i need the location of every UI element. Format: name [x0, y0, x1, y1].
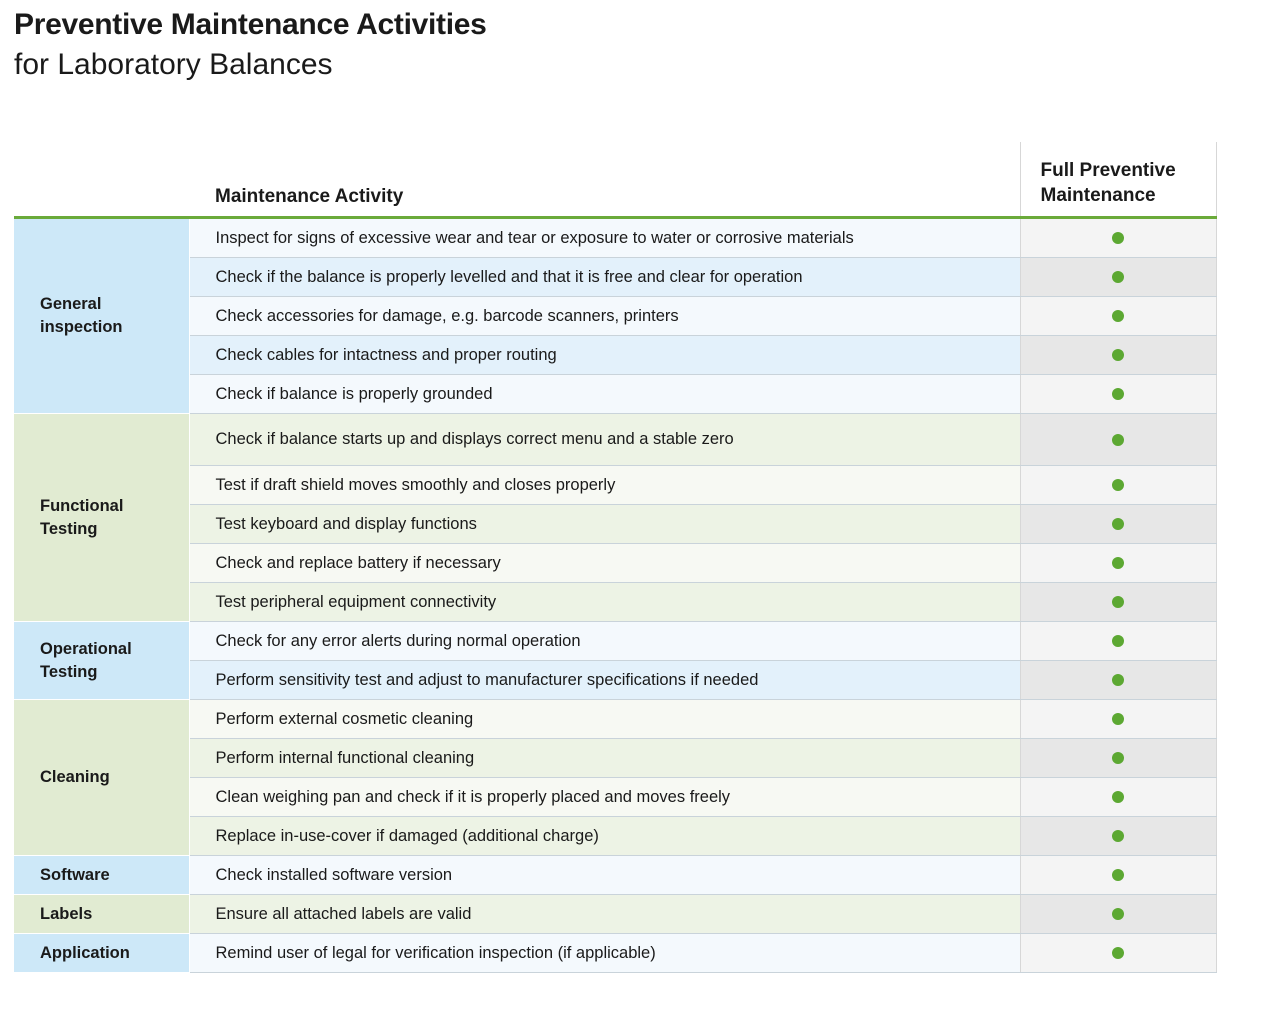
table-row — [14, 622, 1216, 661]
category-label-line2: inspection — [40, 318, 123, 336]
activity-cell: Check and replace battery if necessary — [189, 544, 1020, 583]
category-cell — [14, 700, 189, 856]
page-title: Preventive Maintenance Activities — [14, 8, 487, 41]
included-dot-icon — [1112, 518, 1124, 530]
table-row — [14, 414, 1216, 466]
full-maintenance-cell — [1020, 700, 1216, 739]
table-row — [14, 218, 1216, 258]
included-dot-icon — [1112, 635, 1124, 647]
full-maintenance-cell — [1020, 218, 1216, 258]
table-row — [14, 895, 1216, 934]
activity-cell: Ensure all attached labels are valid — [189, 895, 1020, 934]
included-dot-icon — [1112, 310, 1124, 322]
maintenance-table — [14, 142, 1217, 973]
activity-cell: Inspect for signs of excessive wear and tear or exposure to water or corrosive materials — [189, 218, 1020, 258]
category-label-line1: Labels — [40, 904, 93, 923]
included-dot-icon — [1112, 869, 1124, 881]
category-label-line1: Functional — [40, 496, 124, 515]
table-row — [14, 817, 1216, 856]
activity-cell: Test if draft shield moves smoothly and closes properly — [189, 466, 1020, 505]
full-maintenance-cell — [1020, 895, 1216, 934]
header-full-preventive — [1020, 142, 1216, 218]
category-label-line1: Cleaning — [40, 768, 110, 786]
category-cell — [14, 856, 189, 895]
category-cell — [14, 414, 189, 622]
table-row — [14, 856, 1216, 895]
included-dot-icon — [1112, 791, 1124, 803]
activity-cell: Check if balance starts up and displays correct menu and a stable zero — [189, 414, 1020, 466]
full-maintenance-cell — [1020, 414, 1216, 466]
full-maintenance-cell — [1020, 544, 1216, 583]
activity-cell: Check if the balance is properly levelled and that it is free and clear for operation — [189, 258, 1020, 297]
table-row — [14, 778, 1216, 817]
category-cell — [14, 622, 189, 700]
activity-cell: Check for any error alerts during normal operation — [189, 622, 1020, 661]
included-dot-icon — [1112, 947, 1124, 959]
full-maintenance-cell — [1020, 505, 1216, 544]
included-dot-icon — [1112, 271, 1124, 283]
full-maintenance-cell — [1020, 817, 1216, 856]
table-row — [14, 466, 1216, 505]
category-cell — [14, 895, 189, 934]
included-dot-icon — [1112, 434, 1124, 446]
table-row — [14, 583, 1216, 622]
table-row — [14, 375, 1216, 414]
category-cell — [14, 934, 189, 973]
included-dot-icon — [1112, 674, 1124, 686]
table-body — [14, 218, 1216, 973]
header-category — [14, 142, 189, 218]
activity-cell: Test keyboard and display functions — [189, 505, 1020, 544]
activity-cell: Perform sensitivity test and adjust to manufacturer specifications if needed — [189, 661, 1020, 700]
table-row — [14, 739, 1216, 778]
category-label-line1: Software — [40, 865, 110, 884]
activity-cell: Replace in-use-cover if damaged (additional charge) — [189, 817, 1020, 856]
table-header — [14, 142, 1216, 218]
table-row — [14, 258, 1216, 297]
included-dot-icon — [1112, 232, 1124, 244]
page-subtitle: for Laboratory Balances — [14, 48, 333, 81]
category-label-line1: Application — [40, 943, 130, 962]
full-maintenance-cell — [1020, 336, 1216, 375]
full-maintenance-cell — [1020, 258, 1216, 297]
table-row — [14, 700, 1216, 739]
full-maintenance-cell — [1020, 297, 1216, 336]
table-row — [14, 934, 1216, 973]
activity-cell: Check installed software version — [189, 856, 1020, 895]
activity-cell: Test peripheral equipment connectivity — [189, 583, 1020, 622]
activity-cell: Perform external cosmetic cleaning — [189, 700, 1020, 739]
header-activity: Maintenance Activity — [189, 142, 1020, 218]
header-full-line2: Maintenance — [1040, 185, 1156, 206]
table-row — [14, 544, 1216, 583]
included-dot-icon — [1112, 713, 1124, 725]
included-dot-icon — [1112, 908, 1124, 920]
included-dot-icon — [1112, 349, 1124, 361]
activity-cell: Check cables for intactness and proper routing — [189, 336, 1020, 375]
maintenance-table-container — [14, 142, 1216, 973]
full-maintenance-cell — [1020, 778, 1216, 817]
activity-cell: Perform internal functional cleaning — [189, 739, 1020, 778]
category-cell — [14, 218, 189, 414]
included-dot-icon — [1112, 830, 1124, 842]
table-row — [14, 297, 1216, 336]
included-dot-icon — [1112, 479, 1124, 491]
table-row — [14, 505, 1216, 544]
category-label-line1: General — [40, 295, 102, 313]
full-maintenance-cell — [1020, 739, 1216, 778]
included-dot-icon — [1112, 388, 1124, 400]
header-full-line1: Full Preventive — [1040, 160, 1176, 181]
full-maintenance-cell — [1020, 856, 1216, 895]
table-row — [14, 336, 1216, 375]
activity-cell: Clean weighing pan and check if it is properly placed and moves freely — [189, 778, 1020, 817]
activity-cell: Remind user of legal for verification inspection (if applicable) — [189, 934, 1020, 973]
full-maintenance-cell — [1020, 583, 1216, 622]
activity-cell: Check if balance is properly grounded — [189, 375, 1020, 414]
full-maintenance-cell — [1020, 375, 1216, 414]
category-label-line2: Testing — [40, 519, 98, 538]
table-row — [14, 661, 1216, 700]
header-row — [14, 142, 1216, 218]
category-label-line2: Testing — [40, 662, 98, 681]
activity-cell: Check accessories for damage, e.g. barcode scanners, printers — [189, 297, 1020, 336]
included-dot-icon — [1112, 557, 1124, 569]
full-maintenance-cell — [1020, 622, 1216, 661]
full-maintenance-cell — [1020, 934, 1216, 973]
full-maintenance-cell — [1020, 661, 1216, 700]
included-dot-icon — [1112, 752, 1124, 764]
full-maintenance-cell — [1020, 466, 1216, 505]
category-label-line1: Operational — [40, 639, 132, 658]
included-dot-icon — [1112, 596, 1124, 608]
